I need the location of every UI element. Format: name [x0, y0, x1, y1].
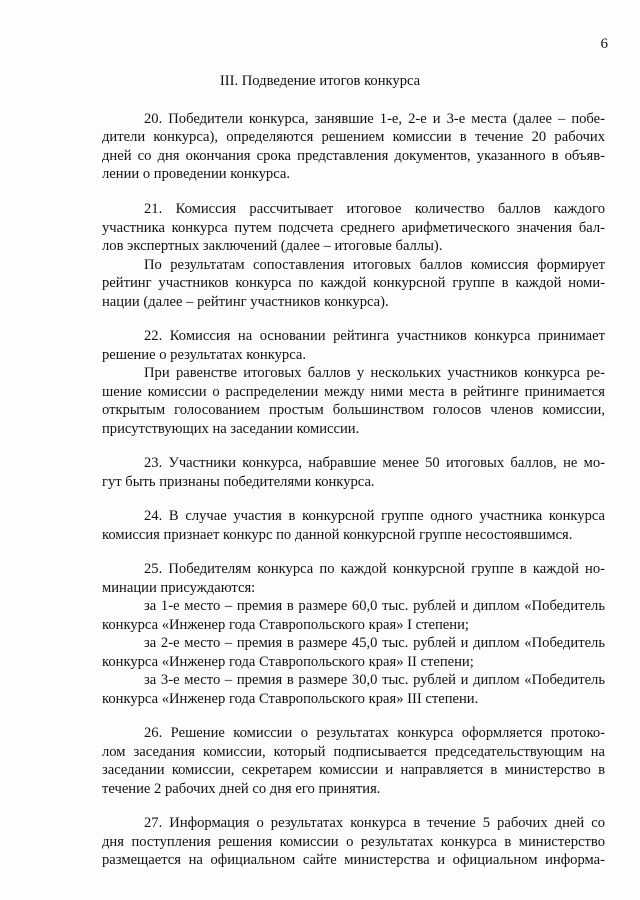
text-line: нации (далее – рейтинг участников конкурса). [102, 294, 389, 310]
text-line: 24. В случае участия в конкурсной группе одного участника конкурса [144, 508, 605, 524]
text-line: присутствующих на заседании комиссии. [102, 421, 360, 437]
text-line: за 2-е место – премия в размере 45,0 тыс. рублей и диплом «Победитель [144, 635, 605, 651]
text-line: гут быть признаны победителями конкурса. [102, 474, 375, 490]
text-line: заседании комиссии, секретарем комиссии и направляется в министерство в [102, 762, 605, 778]
text-line: дня поступления решения комиссии о результатах конкурса в министерство [102, 834, 605, 850]
text-line: 27. Информация о результатах конкурса в течение 5 рабочих дней со [144, 815, 605, 831]
text-line: минации присуждаются: [102, 580, 256, 596]
text-line: конкурса «Инженер года Ставропольского края» II степени; [102, 654, 474, 670]
text-line: размещается на официальном сайте министерства и официальном информа- [102, 852, 605, 868]
text-line: При равенстве итоговых баллов у нескольких участников конкурса ре- [144, 365, 605, 381]
text-line: конкурса «Инженер года Ставропольского края» III степени. [102, 691, 479, 707]
text-line: комиссия признает конкурс по данной конкурсной группе несостоявшимся. [102, 527, 573, 543]
text-line: конкурса «Инженер года Ставропольского края» I степени; [102, 617, 469, 633]
text-line: решение о результатах конкурса. [102, 347, 306, 363]
page-number: 6 [600, 36, 608, 52]
text-line: дители конкурса), определяются решением комиссии в течение 20 рабочих [102, 129, 605, 145]
text-line: рейтинг участников конкурса по каждой конкурсной группе в каждой номи- [102, 275, 605, 291]
text-line: участника конкурса путем подсчета среднего арифметического значения бал- [102, 220, 605, 236]
text-line: 21. Комиссия рассчитывает итоговое количество баллов каждого [144, 201, 605, 217]
text-line: лении о проведении конкурса. [102, 166, 290, 182]
text-line: По результатам сопоставления итоговых баллов комиссия формирует [144, 257, 605, 273]
text-line: шение комиссии о распределении между ними места в рейтинге принимается [102, 384, 605, 400]
section-title: III. Подведение итогов конкурса [219, 73, 421, 89]
text-line: 23. Участники конкурса, набравшие менее 50 итоговых баллов, не мо- [144, 455, 605, 471]
text-line: лом заседания комиссии, который подписывается председательствующим на [102, 744, 605, 760]
text-line: течение 2 рабочих дней со дня его принятия. [102, 781, 381, 797]
text-line: 26. Решение комиссии о результатах конкурса оформляется протоко- [144, 725, 605, 741]
text-line: 20. Победители конкурса, занявшие 1-е, 2-е и 3-е места (далее – побе- [144, 111, 605, 127]
text-line: за 1-е место – премия в размере 60,0 тыс. рублей и диплом «Победитель [144, 598, 605, 614]
text-line: 22. Комиссия на основании рейтинга участников конкурса принимает [144, 328, 605, 344]
text-line: 25. Победителям конкурса по каждой конкурсной группе в каждой но- [144, 561, 605, 577]
text-line: за 3-е место – премия в размере 30,0 тыс. рублей и диплом «Победитель [144, 672, 605, 688]
text-line: дней со дня окончания срока представления документов, указанного в объяв- [102, 148, 605, 164]
text-line: открытым голосованием простым большинством голосов членов комиссии, [102, 402, 605, 418]
text-line: лов экспертных заключений (далее – итоговые баллы). [102, 238, 443, 254]
